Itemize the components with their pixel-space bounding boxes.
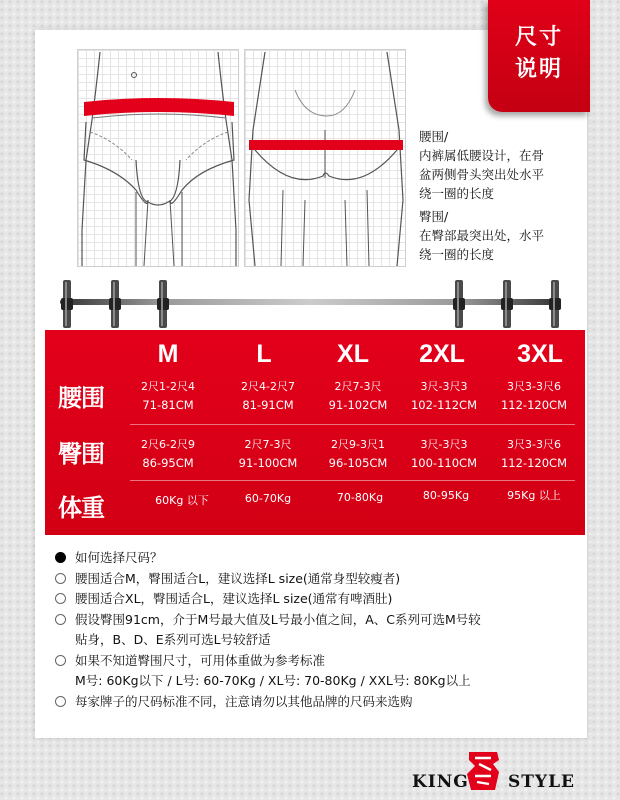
bullet-circle-icon — [55, 593, 66, 604]
table-cell — [222, 378, 314, 414]
waist-desc-line: 绕一圈的长度 — [419, 186, 495, 201]
cell-cm: 91-102CM — [328, 398, 388, 412]
note-text: 贴身，B、D、E系列可选L号较舒适 — [75, 632, 271, 647]
cell-chi: 2尺9-3尺1 — [331, 438, 385, 451]
waist-description — [419, 127, 579, 203]
cell-chi: 2尺1-2尺4 — [141, 380, 195, 393]
front-body-drawing — [78, 50, 240, 268]
hip-band-marker — [249, 140, 403, 150]
cell-weight: 60-70Kg — [244, 492, 292, 505]
cell-weight: 95Kg 以上 — [507, 489, 561, 502]
cell-cm: 91-100CM — [238, 456, 298, 470]
cell-chi: 3尺-3尺3 — [420, 380, 468, 393]
note-text: 假设臀围91cm，介于M号最大值及L号最小值之间，A、C系列可选M号较 — [75, 611, 481, 627]
binder-clip-icon — [108, 280, 122, 328]
note-item — [53, 569, 583, 590]
hip-desc-line: 在臀部最突出处，水平 — [419, 228, 545, 243]
table-cell — [398, 378, 490, 414]
table-cell — [312, 378, 404, 414]
note-item — [53, 548, 583, 569]
note-text: 腰围适合XL，臀围适合L，建议选择L size(通常有啤酒肚) — [75, 591, 393, 606]
back-body-drawing — [245, 50, 407, 268]
size-header-xl: XL — [337, 340, 369, 368]
cell-cm: 112-120CM — [500, 398, 567, 412]
cell-cm: 100-110CM — [410, 456, 477, 470]
cell-chi: 3尺3-3尺6 — [507, 438, 561, 451]
note-text: 如何选择尺码？ — [75, 550, 163, 565]
waist-desc-line: 内裤属低腰设计，在骨 — [419, 148, 545, 163]
size-header-2xl: 2XL — [419, 340, 465, 368]
cell-chi: 3尺-3尺3 — [420, 438, 468, 451]
tag-line-1: 尺寸 — [514, 25, 563, 50]
binder-clip-icon — [60, 280, 74, 328]
table-cell — [122, 436, 214, 472]
bullet-circle-icon — [55, 696, 66, 707]
cell-cm: 112-120CM — [500, 456, 567, 470]
note-item — [53, 692, 583, 713]
table-cell — [400, 487, 492, 505]
cell-chi: 3尺3-3尺6 — [507, 380, 561, 393]
binder-clip-icon — [156, 280, 170, 328]
note-text: M号: 60Kg以下 / L号: 60-70Kg / XL号: 70-80Kg / XXL号: 80Kg以上 — [75, 673, 471, 688]
table-cell — [488, 378, 580, 414]
hanging-wire — [60, 299, 560, 305]
cell-chi: 2尺6-2尺9 — [141, 438, 195, 451]
binder-clip-icon — [452, 280, 466, 328]
front-body-illustration — [77, 49, 239, 267]
size-guide-tag — [488, 0, 590, 112]
cell-weight: 60Kg 以下 — [155, 494, 209, 507]
cell-weight: 80-95Kg — [422, 489, 470, 502]
cell-cm: 102-112CM — [410, 398, 477, 412]
size-header-m: M — [157, 340, 179, 368]
table-cell — [122, 378, 214, 414]
row-label-waist: 腰围 — [58, 384, 104, 412]
waist-desc-title: 腰围/ — [419, 129, 449, 144]
size-header-3xl: 3XL — [517, 340, 563, 368]
row-divider — [130, 480, 575, 481]
brand-emblem-icon — [465, 750, 501, 792]
bullet-circle-icon — [55, 655, 66, 666]
table-cell — [312, 436, 404, 472]
cell-chi: 2尺7-3尺 — [334, 380, 382, 393]
brand-word-left: KING — [412, 772, 469, 792]
hip-desc-line: 绕一圈的长度 — [419, 247, 495, 262]
bullet-circle-icon — [55, 614, 66, 625]
cell-cm: 86-95CM — [142, 456, 194, 470]
row-divider — [130, 424, 575, 425]
cell-cm: 71-81CM — [142, 398, 194, 412]
table-cell — [222, 436, 314, 472]
cell-chi: 2尺4-2尺7 — [241, 380, 295, 393]
note-item — [53, 610, 583, 651]
table-cell — [488, 487, 580, 505]
back-body-illustration — [244, 49, 406, 267]
cell-cm: 96-105CM — [328, 456, 388, 470]
cell-weight: 70-80Kg — [336, 491, 384, 504]
size-selection-notes — [53, 548, 583, 712]
table-cell — [398, 436, 490, 472]
note-text: 每家牌子的尺码标准不同，注意请勿以其他品牌的尺码来选购 — [75, 693, 413, 709]
waist-band-marker — [84, 98, 234, 116]
waist-desc-line: 盆两侧骨头突出处水平 — [419, 167, 545, 182]
bullet-filled-icon — [55, 552, 66, 563]
hip-desc-title: 臀围/ — [419, 209, 449, 224]
cell-cm: 81-91CM — [242, 398, 294, 412]
table-cell — [222, 490, 314, 508]
row-label-hip: 臀围 — [58, 440, 104, 468]
table-cell — [488, 436, 580, 472]
note-text: 腰围适合M，臀围适合L，建议选择L size(通常身型较瘦者) — [75, 570, 401, 586]
note-item — [53, 589, 583, 610]
binder-clip-icon — [500, 280, 514, 328]
brand-word-right: STYLE — [508, 772, 575, 792]
table-cell — [314, 489, 406, 507]
row-label-weight: 体重 — [58, 494, 104, 522]
note-item — [53, 651, 583, 692]
hip-description — [419, 207, 579, 264]
note-text: 如果不知道臀围尺寸，可用体重做为参考标准 — [75, 652, 326, 668]
cell-chi: 2尺7-3尺 — [244, 438, 292, 451]
binder-clip-icon — [548, 280, 562, 328]
size-header-l: L — [256, 340, 272, 368]
bullet-circle-icon — [55, 573, 66, 584]
table-cell — [136, 492, 228, 510]
tag-line-2: 说明 — [514, 57, 563, 82]
